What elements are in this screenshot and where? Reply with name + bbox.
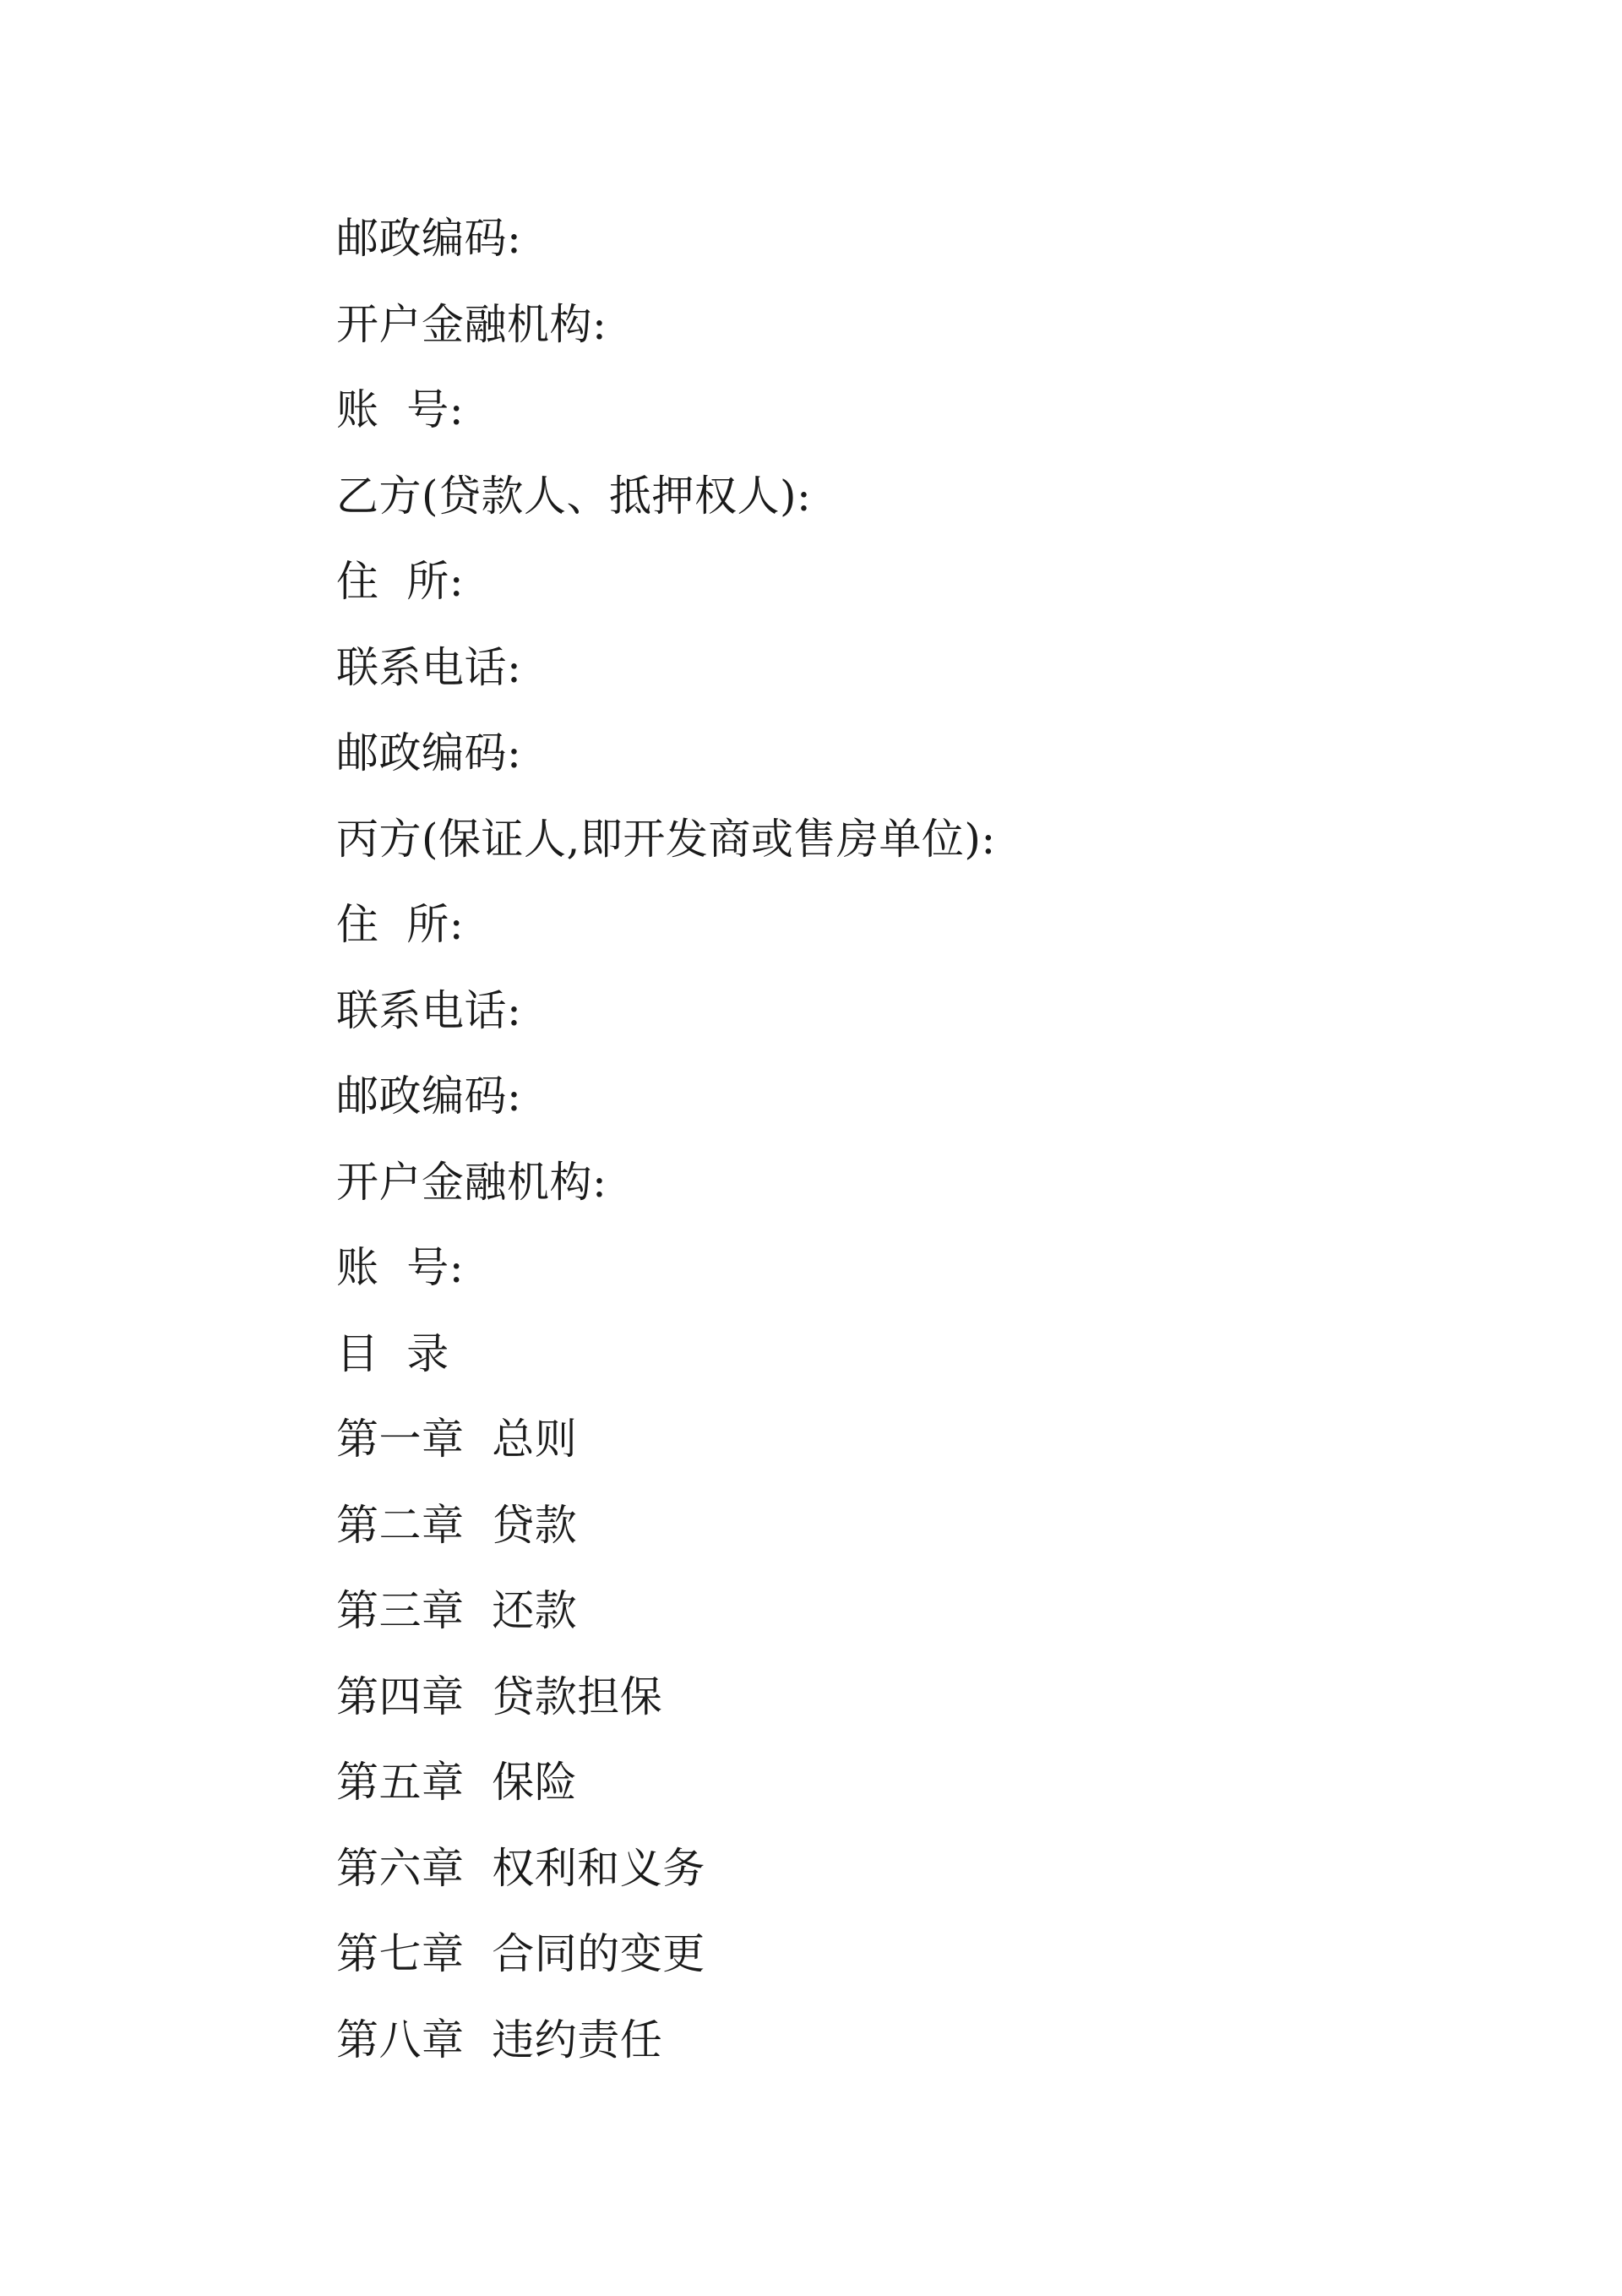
postal-code-label: 邮政编码: [336, 214, 522, 263]
party-b-heading: 乙方(贷款人、抵押权人): [336, 471, 812, 521]
contract-text [336, 210, 996, 2097]
toc-item: 第七章 合同的变更 [336, 1929, 705, 1978]
toc-item: 第三章 还款 [336, 1586, 578, 1635]
toc-item: 第五章 保险 [336, 1758, 578, 1807]
postal-code-label: 邮政编码: [336, 1072, 522, 1121]
bank-label: 开户金融机构: [336, 299, 607, 349]
toc-item: 第二章 贷款 [336, 1500, 578, 1550]
address-label: 住 所: [336, 557, 465, 606]
bank-label: 开户金融机构: [336, 1157, 607, 1207]
phone-label: 联系电话: [336, 642, 522, 692]
phone-label: 联系电话: [336, 985, 522, 1035]
account-label: 账 号: [336, 385, 465, 434]
address-label: 住 所: [336, 900, 465, 949]
account-label: 账 号: [336, 1243, 465, 1292]
party-c-heading: 丙方(保证人,即开发商或售房单位): [336, 814, 996, 864]
toc-item: 第八章 违约责任 [336, 2015, 663, 2064]
toc-item: 第四章 贷款担保 [336, 1672, 663, 1721]
postal-code-label: 邮政编码: [336, 728, 522, 777]
toc-item: 第一章 总则 [336, 1415, 578, 1464]
toc-heading: 目 录 [336, 1328, 449, 1378]
toc-item: 第六章 权利和义务 [336, 1843, 705, 1893]
